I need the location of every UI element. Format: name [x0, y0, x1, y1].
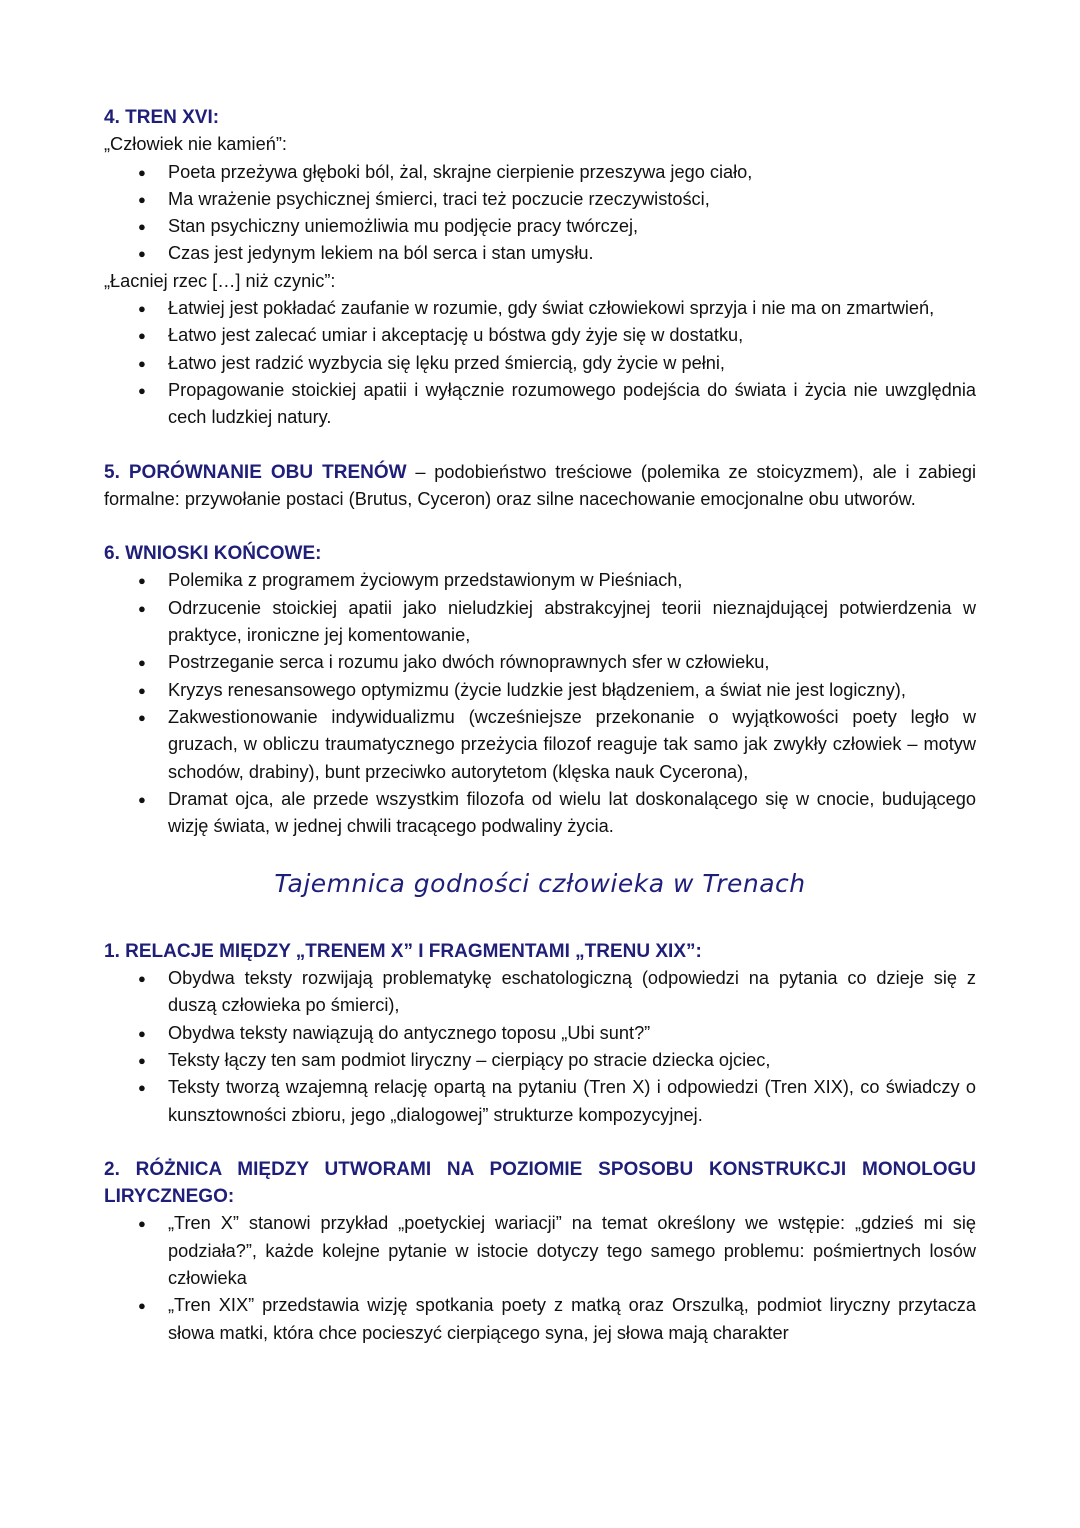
spacer [104, 432, 976, 459]
section-heading-wnioski: 6. WNIOSKI KOŃCOWE: [104, 543, 322, 565]
subheading-lacniej-rzec: „Łacniej rzec […] niż czynic”: [104, 270, 336, 291]
list-item: ● Odrzucenie stoickiej apatii jako nieludzkiej abstrakcyjnej teorii nieznajdującej potwierdzenia w praktyce, ironiczne jej komentowanie, [168, 595, 976, 650]
list-item: ● Obydwa teksty nawiązują do antycznego toposu „Ubi sunt?” [168, 1020, 976, 1047]
list-item: ● Postrzeganie serca i rozumu jako dwóch równoprawnych sfer w człowieku, [168, 649, 976, 676]
spacer [104, 1129, 976, 1156]
list-item: ● Stan psychiczny uniemożliwia mu podjęcie pracy twórczej, [168, 213, 976, 240]
list-item: ● Zakwestionowanie indywidualizmu (wcześniejsze przekonanie o wyjątkowości poety legło w gruzach, w obliczu traumatycznego przeżycia filozof reaguje tak samo jak zwykły człowiek – motyw schodów, drabiny), bunt przeciwko autorytetom (klęska nauk Cycerona), [168, 704, 976, 786]
list-item: ● Poeta przeżywa głęboki ból, żal, skrajne cierpienie przeszywa jego ciało, [168, 159, 976, 186]
list-item: ● Teksty tworzą wzajemną relację opartą na pytaniu (Tren X) i odpowiedzi (Tren XIX), co świadczy o kunsztowności zbioru, jego „dialogowej” strukturze kompozycyjnej. [168, 1074, 976, 1129]
list-item: ● „Tren X” stanowi przykład „poetyckiej wariacji” na temat określony we wstępie: „gdzieś mi się podziała?”, każde kolejne pytanie w istocie dotyczy tego samego problemu: pośmiertnych losów człowieka [168, 1210, 976, 1292]
list-item: ● Łatwiej jest pokładać zaufanie w rozumie, gdy świat człowiekowi sprzyja i nie ma on zmartwień, [168, 295, 976, 322]
subheading-czlowiek-nie-kamien: „Człowiek nie kamień”: [104, 134, 287, 155]
section-heading-relacje: 1. RELACJE MIĘDZY „TRENEM X” I FRAGMENTAMI „TRENU XIX”: [104, 940, 702, 962]
list-item: ● Teksty łączy ten sam podmiot liryczny – cierpiący po stracie dziecka ojciec, [168, 1047, 976, 1074]
list-item: ● Łatwo jest radzić wyzbycia się lęku przed śmiercią, gdy życie w pełni, [168, 350, 976, 377]
list-item: ● Kryzys renesansowego optymizmu (życie ludzkie jest błądzeniem, a świat nie jest logiczny), [168, 677, 976, 704]
list-item: ● Łatwo jest zalecać umiar i akceptację u bóstwa gdy żyje się w dostatku, [168, 322, 976, 349]
bullet-list [104, 965, 976, 1129]
bullet-list [104, 567, 976, 840]
spacer [104, 840, 976, 870]
spacer [104, 513, 976, 540]
spacer [104, 898, 976, 938]
section-heading-tren-xvi: 4. TREN XVI: [104, 107, 220, 128]
section-heading-porownanie: 5. PORÓWNANIE OBU TRENÓW [104, 461, 407, 483]
list-item: ● Czas jest jedynym lekiem na ból serca i stan umysłu. [168, 240, 976, 267]
list-item: ● Propagowanie stoickiej apatii i wyłącznie rozumowego podejścia do świata i życia nie uwzględnia cech ludzkiej natury. [168, 377, 976, 432]
list-item: ● Polemika z programem życiowym przedstawionym w Pieśniach, [168, 567, 976, 594]
list-item: ● Dramat ojca, ale przede wszystkim filozofa od wielu lat doskonalącego się w cnocie, budującego wizję świata, w jednej chwili tracącego podwaliny życia. [168, 786, 976, 841]
section-porownanie-text: – podobieństwo treściowe (polemika ze stoicyzmem), ale i zabiegi formalne: przywołanie postaci (Brutus, Cyceron) oraz silne nacechowanie emocjonalne obu utworów. [104, 461, 976, 509]
list-item: ● „Tren XIX” przedstawia wizję spotkania poety z matką oraz Orszulką, podmiot liryczny przytacza słowa matki, która chce pocieszyć cierpiącego syna, jej słowa mają charakter [168, 1292, 976, 1347]
page-title: Tajemnica godności człowieka w Trenach [274, 869, 806, 899]
list-item: ● Ma wrażenie psychicznej śmierci, traci też poczucie rzeczywistości, [168, 186, 976, 213]
bullet-list [104, 295, 976, 431]
list-item: ● Obydwa teksty rozwijają problematykę eschatologiczną (odpowiedzi na pytania co dzieje się z duszą człowieka po śmierci), [168, 965, 976, 1020]
section-porownanie [104, 459, 976, 514]
bullet-list [104, 1210, 976, 1346]
section-heading-roznica: 2. RÓŻNICA MIĘDZY UTWORAMI NA POZIOMIE SPOSOBU KONSTRUKCJI MONOLOGU LIRYCZNEGO: [104, 1158, 976, 1208]
bullet-list [104, 159, 976, 268]
document-page [104, 104, 976, 1347]
